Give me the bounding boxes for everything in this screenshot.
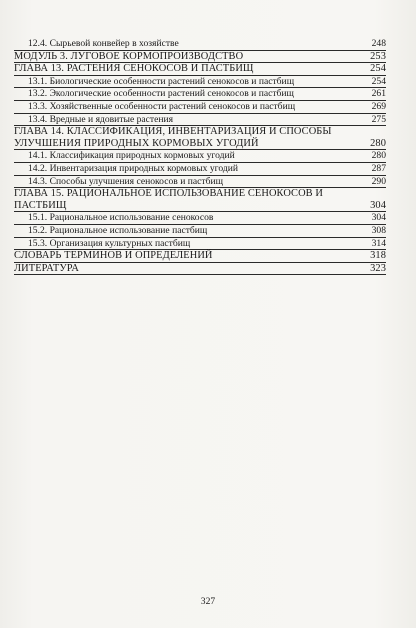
toc-entry-page: 254 <box>371 75 386 87</box>
toc-entry-page: 261 <box>371 88 386 100</box>
toc-entry-title: 12.4. Сырьевой конвейер в хозяйстве <box>28 38 179 49</box>
toc-entry <box>14 76 386 89</box>
toc-entry <box>14 238 386 251</box>
toc-entry <box>14 38 386 51</box>
toc-entry-title: ГЛАВА 14. КЛАССИФИКАЦИЯ, ИНВЕНТАРИЗАЦИЯ И СПОСОБЫ УЛУЧШЕНИЯ ПРИРОДНЫХ КОРМОВЫХ УГОДИЙ <box>14 126 332 149</box>
toc-entry-title: 13.4. Вредные и ядовитые растения <box>28 113 174 125</box>
toc-entry <box>14 176 386 189</box>
toc-entry <box>14 126 386 150</box>
toc-entry-title: 15.3. Организация культурных пастбищ <box>28 237 191 249</box>
toc-entry-title: ГЛАВА 13. РАСТЕНИЯ СЕНОКОСОВ И ПАСТБИЩ <box>14 63 254 75</box>
toc-entry <box>14 114 386 127</box>
toc-entry-title: 14.2. Инвентаризация природных кормовых угодий <box>28 162 239 174</box>
toc-entry-page: 304 <box>370 199 386 211</box>
toc-entry-title: 13.2. Экологические особенности растений сенокосов и пастбищ <box>28 88 294 100</box>
toc-entry-title: 14.1. Классификация природных кормовых угодий <box>28 150 235 162</box>
toc-entry-page: 253 <box>370 50 386 62</box>
toc-entry-page: 269 <box>371 100 386 112</box>
page-number: 327 <box>200 596 216 607</box>
toc-entry-title: 14.3. Способы улучшения сенокосов и пастбищ <box>28 175 223 187</box>
toc-entry <box>14 212 386 225</box>
toc-entry-title: ГЛАВА 15. РАЦИОНАЛЬНОЕ ИСПОЛЬЗОВАНИЕ СЕНОКОСОВ И ПАСТБИЩ <box>14 188 324 211</box>
toc-entry-page: 314 <box>371 237 386 249</box>
toc-entry <box>14 188 386 212</box>
toc-entry-page: 287 <box>371 162 386 174</box>
toc-entry-page: 280 <box>371 150 386 162</box>
toc-entry <box>14 263 386 276</box>
toc-entry-page: 254 <box>370 63 386 75</box>
toc-entry-page: 248 <box>371 38 386 49</box>
toc-entry-page: 280 <box>370 137 386 149</box>
toc-entry <box>14 250 386 263</box>
toc-entry <box>14 88 386 101</box>
toc-entry-title: 13.1. Биологические особенности растений сенокосов и пастбищ <box>28 75 295 87</box>
toc-entry-page: 290 <box>371 175 386 187</box>
toc-entry <box>14 225 386 238</box>
toc-entry-page: 323 <box>370 262 386 274</box>
toc-entry <box>14 163 386 176</box>
bleed-through-text <box>140 330 350 530</box>
toc-entry-title: 15.2. Рациональное использование пастбищ <box>28 224 208 236</box>
toc-entry-page: 275 <box>371 113 386 125</box>
toc-entry <box>14 51 386 64</box>
toc-entry-title: СЛОВАРЬ ТЕРМИНОВ И ОПРЕДЕЛЕНИЙ <box>14 250 213 262</box>
toc-entry <box>14 150 386 163</box>
toc-entry-page: 304 <box>371 212 386 224</box>
toc-entry-title: ЛИТЕРАТУРА <box>14 262 79 274</box>
toc-entry-page: 318 <box>370 250 386 262</box>
toc-entry-page: 308 <box>371 224 386 236</box>
toc-entry <box>14 63 386 76</box>
table-of-contents <box>14 38 386 275</box>
toc-entry-title: 15.1. Рациональное использование сенокосов <box>28 212 214 224</box>
toc-entry <box>14 101 386 114</box>
toc-entry-title: 13.3. Хозяйственные особенности растений сенокосов и пастбищ <box>28 100 296 112</box>
toc-entry-title: МОДУЛЬ 3. ЛУГОВОЕ КОРМОПРОИЗВОДСТВО <box>14 50 244 62</box>
